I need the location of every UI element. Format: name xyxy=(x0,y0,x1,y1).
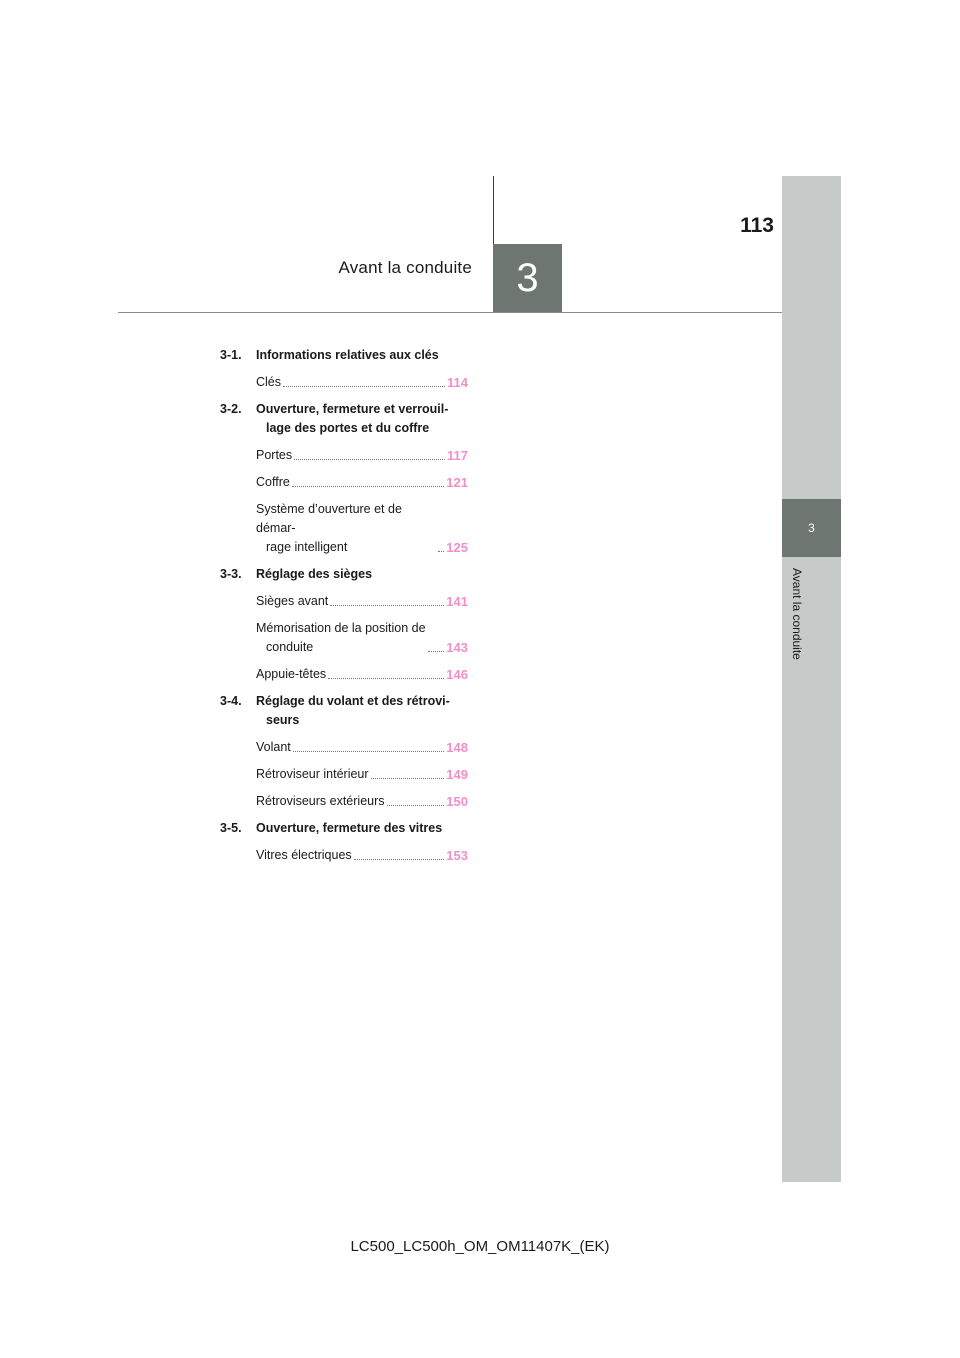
toc-entry[interactable] xyxy=(256,665,468,684)
dot-leader xyxy=(330,605,444,606)
toc-page-link[interactable]: 146 xyxy=(446,667,468,682)
dot-leader xyxy=(387,805,445,806)
toc-section-title-line: Ouverture, fermeture des vitres xyxy=(256,821,443,835)
toc-entry-label-line: Sièges avant xyxy=(256,594,329,608)
toc-section-title xyxy=(256,692,468,730)
chapter-title: Avant la conduite xyxy=(338,258,472,277)
toc-section-heading xyxy=(220,400,468,438)
toc-section xyxy=(220,565,468,684)
toc-entry-label-line: Coffre xyxy=(256,475,290,489)
toc-section-title-line: Réglage des sièges xyxy=(256,567,373,581)
dot-leader xyxy=(371,778,445,779)
table-of-contents xyxy=(220,346,468,873)
toc-section-heading xyxy=(220,819,468,838)
toc-page-link[interactable]: 114 xyxy=(447,375,468,390)
toc-entry-label-line: Portes xyxy=(256,448,293,462)
toc-entry[interactable] xyxy=(256,619,468,657)
toc-section-title-continuation: lage des portes et du coffre xyxy=(266,421,430,435)
toc-entry[interactable] xyxy=(256,765,468,784)
dot-leader xyxy=(293,751,445,752)
toc-entry-label-line: Rétroviseurs extérieurs xyxy=(256,794,385,808)
toc-section xyxy=(220,819,468,865)
toc-entry-label xyxy=(256,473,290,492)
toc-section xyxy=(220,346,468,392)
toc-section xyxy=(220,400,468,557)
toc-entry-label-line: Mémorisation de la position de xyxy=(256,621,426,635)
toc-section-title xyxy=(256,346,468,365)
toc-entry[interactable] xyxy=(256,473,468,492)
toc-entry[interactable] xyxy=(256,373,468,392)
toc-section-heading xyxy=(220,565,468,584)
toc-entry-label xyxy=(256,619,426,657)
toc-entry-label xyxy=(256,765,369,784)
toc-section-number: 3-1. xyxy=(220,348,242,362)
chapter-number-box: 3 xyxy=(493,244,562,313)
toc-page-link[interactable]: 148 xyxy=(446,740,468,755)
toc-section-number: 3-3. xyxy=(220,567,242,581)
toc-section-title-line: Ouverture, fermeture et verrouil- xyxy=(256,402,449,416)
toc-page-link[interactable]: 143 xyxy=(446,640,468,655)
header-vertical-rule xyxy=(493,176,494,244)
toc-section-heading xyxy=(220,346,468,365)
toc-entry[interactable] xyxy=(256,446,468,465)
toc-entry-label-line: Appuie-têtes xyxy=(256,667,327,681)
toc-section-title-line: Réglage du volant et des rétrovi- xyxy=(256,694,450,708)
toc-section-title xyxy=(256,565,468,584)
toc-page-link[interactable]: 117 xyxy=(447,448,468,463)
toc-entry-label-line: Volant xyxy=(256,740,291,754)
toc-entry-label xyxy=(256,665,326,684)
toc-page-link[interactable]: 125 xyxy=(446,540,468,555)
toc-section-title-line: Informations relatives aux clés xyxy=(256,348,439,362)
toc-entry-label xyxy=(256,792,385,811)
side-chapter-tab xyxy=(782,176,841,1182)
toc-entry[interactable] xyxy=(256,792,468,811)
toc-entry[interactable] xyxy=(256,846,468,865)
toc-entry-label xyxy=(256,373,281,392)
toc-entry[interactable] xyxy=(256,592,468,611)
dot-leader xyxy=(438,551,444,552)
dot-leader xyxy=(328,678,444,679)
toc-section-number: 3-5. xyxy=(220,821,242,835)
toc-section-heading xyxy=(220,692,468,730)
side-tab-label: Avant la conduite xyxy=(790,568,804,660)
toc-section-number: 3-2. xyxy=(220,402,242,416)
dot-leader xyxy=(428,651,445,652)
toc-section-title-continuation: seurs xyxy=(266,713,300,727)
toc-entry-label-line: Rétroviseur intérieur xyxy=(256,767,369,781)
page-number: 113 xyxy=(740,214,774,237)
header-horizontal-rule xyxy=(118,312,782,313)
side-tab-active-number[interactable]: 3 xyxy=(782,499,841,557)
toc-entry-label-continuation: conduite xyxy=(266,640,314,654)
toc-entry[interactable] xyxy=(256,500,468,557)
dot-leader xyxy=(354,859,445,860)
toc-section-title xyxy=(256,819,468,838)
toc-entry-label-line: Système d’ouverture et de démar- xyxy=(256,502,402,535)
toc-page-link[interactable]: 141 xyxy=(446,594,468,609)
toc-section-title xyxy=(256,400,468,438)
toc-entry-label xyxy=(256,500,436,557)
toc-entry-label-line: Vitres électriques xyxy=(256,848,352,862)
toc-page-link[interactable]: 150 xyxy=(446,794,468,809)
toc-section xyxy=(220,692,468,811)
toc-page-link[interactable]: 153 xyxy=(446,848,468,863)
toc-section-number: 3-4. xyxy=(220,694,242,708)
dot-leader xyxy=(292,486,444,487)
toc-entry-label xyxy=(256,846,352,865)
dot-leader xyxy=(283,386,445,387)
toc-entry-label xyxy=(256,592,328,611)
toc-entry-label-continuation: rage intelligent xyxy=(266,540,348,554)
toc-entry-label xyxy=(256,446,292,465)
document-footer: LC500_LC500h_OM_OM11407K_(EK) xyxy=(350,1238,610,1255)
toc-entry[interactable] xyxy=(256,738,468,757)
dot-leader xyxy=(294,459,445,460)
toc-page-link[interactable]: 149 xyxy=(446,767,468,782)
toc-page-link[interactable]: 121 xyxy=(446,475,468,490)
toc-entry-label-line: Clés xyxy=(256,375,282,389)
toc-entry-label xyxy=(256,738,291,757)
